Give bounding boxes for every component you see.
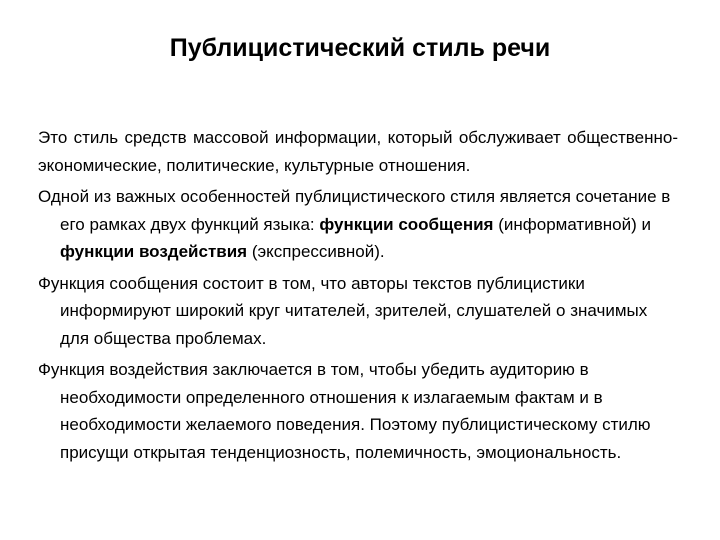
bold-term-influence-function: функции воздействия xyxy=(60,242,248,261)
paragraph-message-function: Функция сообщения состоит в том, что авторы текстов публицистики информируют широкий круг читателей, зрителей, слушателей о значимых для общества проблемах. xyxy=(38,273,648,348)
slide-body xyxy=(38,124,678,470)
bold-term-message-function: функции сообщения xyxy=(319,214,494,234)
paragraph-functions-text-c: (информативной) и xyxy=(493,214,651,234)
paragraph-definition: Это стиль средств массовой информации, который обслуживает общественно-экономические, политические, культурные отношения. xyxy=(38,128,678,175)
paragraph-influence-function: Функция воздействия заключается в том, чтобы убедить аудиторию в необходимости определенного отношения к излагаемым фактам и в необходимости желаемого поведения. Поэтому публицистическому стилю присущи открытая тенденциозность, полемичность, эмоциональность. xyxy=(38,360,651,462)
paragraph-functions xyxy=(38,183,678,266)
paragraph-functions-text-d: (экспрессивной). xyxy=(247,242,385,261)
paragraph-functions-text-a: Одной из важных особенностей публицистического стиля является сочетание в его рамках двух функций языка: xyxy=(38,187,671,234)
slide-title: Публицистический стиль речи xyxy=(169,34,551,62)
